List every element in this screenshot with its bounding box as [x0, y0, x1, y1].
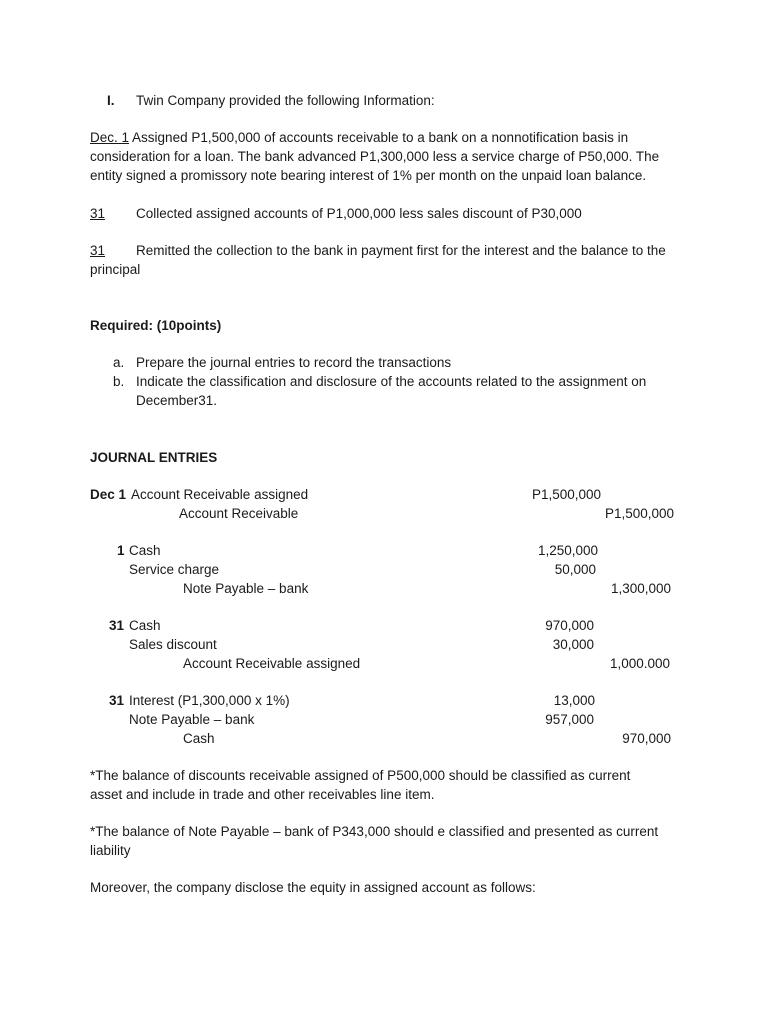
journal-account: Account Receivable	[179, 506, 299, 521]
journal-account: Interest (P1,300,000 x 1%)	[129, 693, 290, 708]
section-numeral: I.	[107, 93, 115, 108]
journal-debit: 970,000	[545, 618, 594, 633]
journal-debit: 50,000	[554, 562, 596, 577]
transaction-line: consideration for a loan. The bank advanced P1,300,000 less a service charge of P50,000. The	[90, 149, 660, 164]
journal-account: Cash	[129, 618, 161, 633]
journal-date: Dec 1	[90, 487, 127, 502]
journal-account: Sales discount	[129, 637, 217, 652]
transaction-date: 31	[90, 206, 106, 221]
journal-date: 31	[109, 693, 125, 708]
journal-account: Cash	[183, 731, 215, 746]
journal-debit: P1,500,000	[531, 487, 601, 502]
journal-debit: 30,000	[552, 637, 594, 652]
journal-debit: 1,250,000	[537, 543, 598, 558]
journal-account: Account Receivable assigned	[183, 656, 361, 671]
journal-date: 1	[117, 543, 125, 558]
journal-account: Cash	[129, 543, 161, 558]
journal-credit: 970,000	[622, 731, 671, 746]
required-heading: Required: (10points)	[90, 318, 222, 333]
transaction-line: Collected assigned accounts of P1,000,000 less sales discount of P30,000	[136, 206, 582, 221]
required-marker: b.	[113, 374, 125, 389]
section-intro: Twin Company provided the following Information:	[136, 93, 435, 108]
journal-date: 31	[109, 618, 125, 633]
required-item: December31.	[136, 393, 218, 408]
journal-account: Account Receivable assigned	[131, 487, 309, 502]
required-item: Prepare the journal entries to record the transactions	[136, 355, 452, 370]
journal-account: Note Payable – bank	[129, 712, 255, 727]
note-line: Moreover, the company disclose the equity in assigned account as follows:	[90, 880, 536, 895]
note-line: *The balance of discounts receivable assigned of P500,000 should be classified as current	[90, 768, 631, 783]
note-line: asset and include in trade and other receivables line item.	[90, 787, 435, 802]
note-line: *The balance of Note Payable – bank of P343,000 should e classified and presented as current	[90, 824, 659, 839]
transaction-line: principal	[90, 262, 141, 277]
transaction-date: 31	[90, 243, 106, 258]
journal-account: Service charge	[129, 562, 220, 577]
journal-credit: 1,000.000	[609, 656, 670, 671]
transaction-line: Remitted the collection to the bank in payment first for the interest and the balance to the	[136, 243, 666, 258]
journal-account: Note Payable – bank	[183, 581, 309, 596]
journal-heading: JOURNAL ENTRIES	[90, 450, 218, 465]
transaction-date: Dec. 1	[90, 130, 130, 145]
journal-debit: 13,000	[553, 693, 595, 708]
journal-debit: 957,000	[545, 712, 594, 727]
journal-credit: 1,300,000	[610, 581, 671, 596]
journal-credit: P1,500,000	[604, 506, 674, 521]
required-item: Indicate the classification and disclosure of the accounts related to the assignment on	[136, 374, 647, 389]
note-line: liability	[90, 843, 131, 858]
transaction-line: entity signed a promissory note bearing interest of 1% per month on the unpaid loan balance.	[90, 168, 647, 183]
required-marker: a.	[113, 355, 125, 370]
transaction-line: Dec. 1 Assigned P1,500,000 of accounts receivable to a bank on a nonnotification basis in	[90, 130, 629, 145]
